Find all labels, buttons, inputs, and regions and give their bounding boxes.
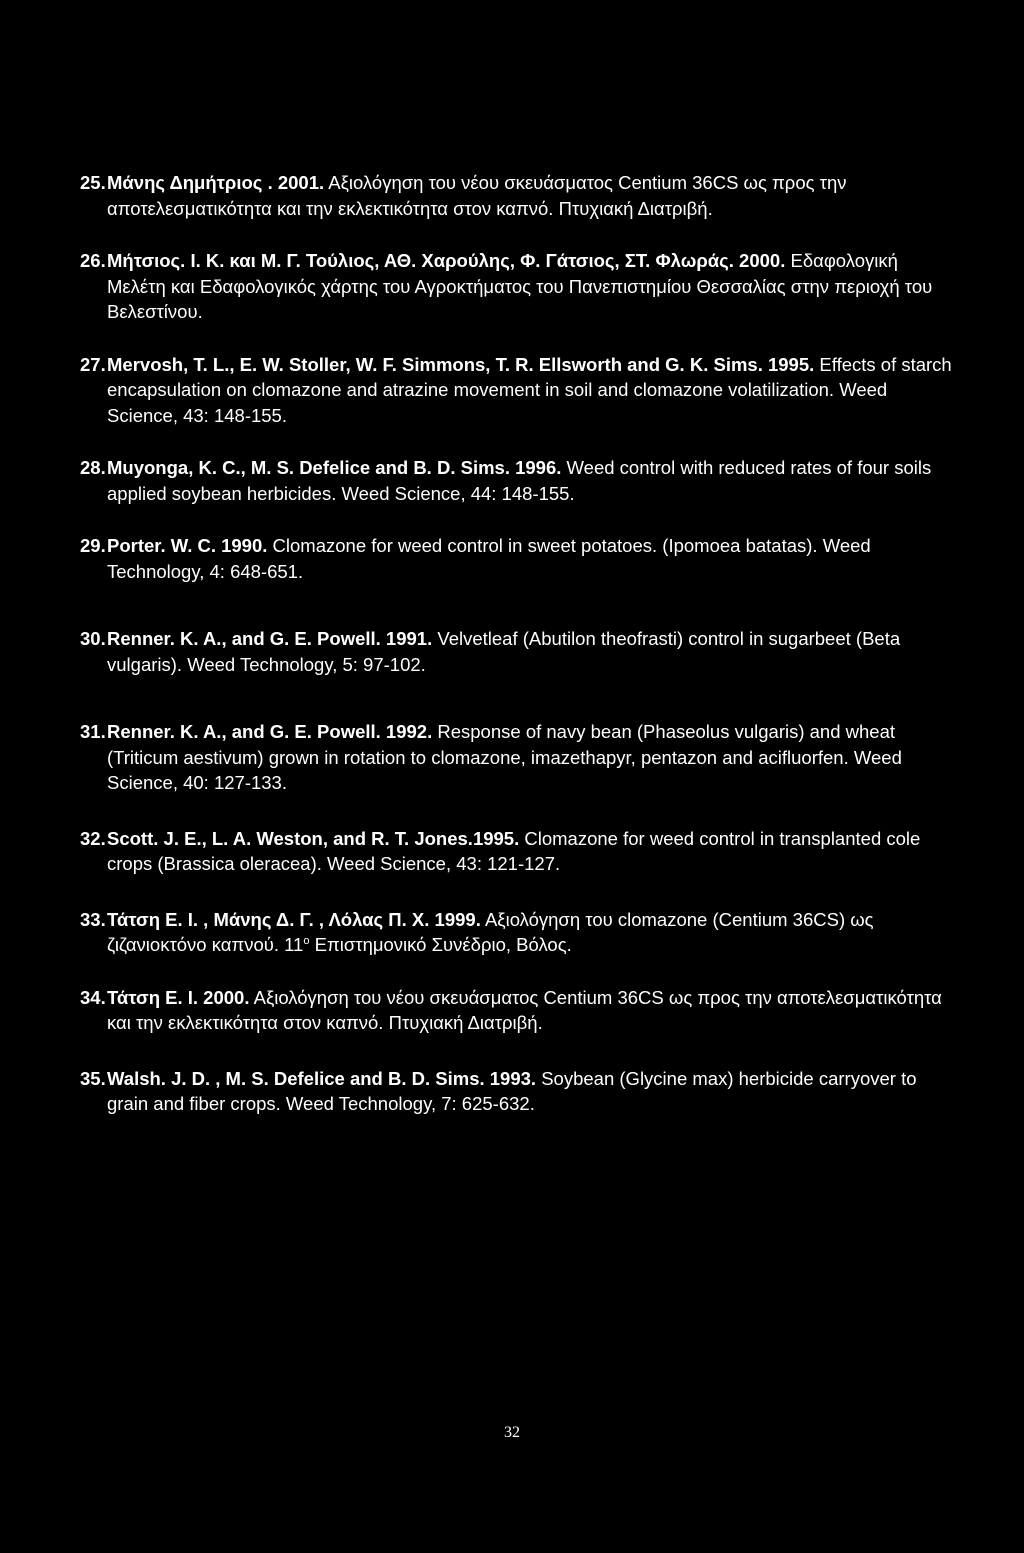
reference-item-29 [80, 533, 960, 584]
reference-text: Clomazone for weed control in sweet potatoes. (Ipomoea batatas). Weed Technology, 4: 648-651. [107, 535, 871, 582]
reference-item-28 [80, 455, 960, 506]
reference-item-35 [80, 1066, 960, 1117]
reference-text: Soybean (Glycine max) herbicide carryover to grain and fiber crops. Weed Technology, 7: 625-632. [107, 1067, 917, 1114]
reference-item-32 [80, 826, 960, 877]
reference-number: 28. [80, 457, 106, 478]
reference-authors: Muyonga, K. C., M. S. Defelice and B. D. Sims. 1996. [107, 457, 562, 478]
reference-number: 27. [80, 353, 106, 375]
reference-authors: Renner. K. A., and G. E. Powell. 1992. [107, 721, 433, 742]
reference-number: 25. [80, 172, 106, 193]
reference-text: Clomazone for weed control in transplanted cole crops (Brassica oleracea). Weed Science, 43: 121-127. [107, 827, 921, 874]
reference-text: Weed control with reduced rates of four soils applied soybean herbicides. Weed Science, 44: 148-155. [107, 457, 932, 504]
reference-text: Αξιολόγηση του νέου σκευάσματος Centium 36CS ως προς την αποτελεσματικότητα και την εκλεκτικότητα στον καπνό. Πτυχιακή Διατριβή. [107, 172, 847, 219]
reference-item-31 [80, 719, 960, 796]
reference-text-after: Επιστημονικό Συνέδριο, Βόλος. [309, 934, 572, 955]
reference-authors: Τάτση Ε. Ι. , Μάνης Δ. Γ. , Λόλας Π. Χ. 1999. [107, 908, 481, 930]
reference-authors: Μάνης Δημήτριος . 2001. [107, 172, 325, 193]
reference-list [80, 170, 960, 1117]
reference-number: 35. [80, 1067, 106, 1089]
reference-item-30 [80, 626, 960, 677]
reference-item-27 [80, 352, 960, 429]
reference-item-33 [80, 907, 960, 958]
reference-authors: Renner. K. A., and G. E. Powell. 1991. [107, 628, 433, 649]
reference-authors: Τάτση Ε. Ι. 2000. [107, 986, 250, 1008]
reference-number: 33. [80, 908, 106, 930]
superscript-ordinal: ο [303, 934, 310, 947]
reference-authors: Porter. W. C. 1990. [107, 535, 268, 556]
reference-item-34 [80, 985, 960, 1036]
reference-number: 30. [80, 628, 106, 649]
reference-number: 29. [80, 535, 106, 556]
reference-text: Αξιολόγηση του νέου σκευάσματος Centium 36CS ως προς την αποτελεσματικότητα και την εκλεκτικότητα στον καπνό. Πτυχιακή Διατριβή. [107, 986, 942, 1033]
reference-text: Εδαφολογική Μελέτη και Εδαφολογικός χάρτης του Αγροκτήματος του Πανεπιστημίου Θεσσαλίας στην περιοχή του Βελεστίνου. [107, 250, 933, 322]
reference-authors: Scott. J. E., L. A. Weston, and R. T. Jones.1995. [107, 827, 520, 849]
reference-text: Αξιολόγηση του clomazone (Centium 36CS) ως ζιζανιοκτόνο καπνού. 11 [107, 908, 874, 955]
reference-item-26 [80, 248, 960, 325]
reference-authors: Mervosh, T. L., E. W. Stoller, W. F. Simmons, T. R. Ellsworth and G. K. Sims. 1995. [107, 353, 815, 375]
reference-text: Response of navy bean (Phaseolus vulgaris) and wheat (Triticum aestivum) grown in rotation to clomazone, imazethapyr, pentazon and acifluorfen. Weed Science, 40: 127-133. [107, 721, 902, 793]
reference-text: Effects of starch encapsulation on clomazone and atrazine movement in soil and clomazone volatilization. Weed Science, 43: 148-155. [107, 353, 952, 426]
reference-text: Velvetleaf (Abutilon theofrasti) control in sugarbeet (Beta vulgaris). Weed Technology, 5: 97-102. [107, 628, 901, 675]
reference-item-25 [80, 170, 960, 221]
page-number: 32 [504, 1424, 520, 1441]
reference-authors: Walsh. J. D. , M. S. Defelice and B. D. Sims. 1993. [107, 1067, 537, 1089]
reference-number: 34. [80, 986, 106, 1008]
reference-number: 32. [80, 827, 106, 849]
reference-number: 26. [80, 250, 106, 271]
reference-authors: Μήτσιος. Ι. Κ. και Μ. Γ. Τούλιος, ΑΘ. Χαρούλης, Φ. Γάτσιος, ΣΤ. Φλωράς. 2000. [107, 250, 786, 271]
reference-number: 31. [80, 721, 106, 742]
